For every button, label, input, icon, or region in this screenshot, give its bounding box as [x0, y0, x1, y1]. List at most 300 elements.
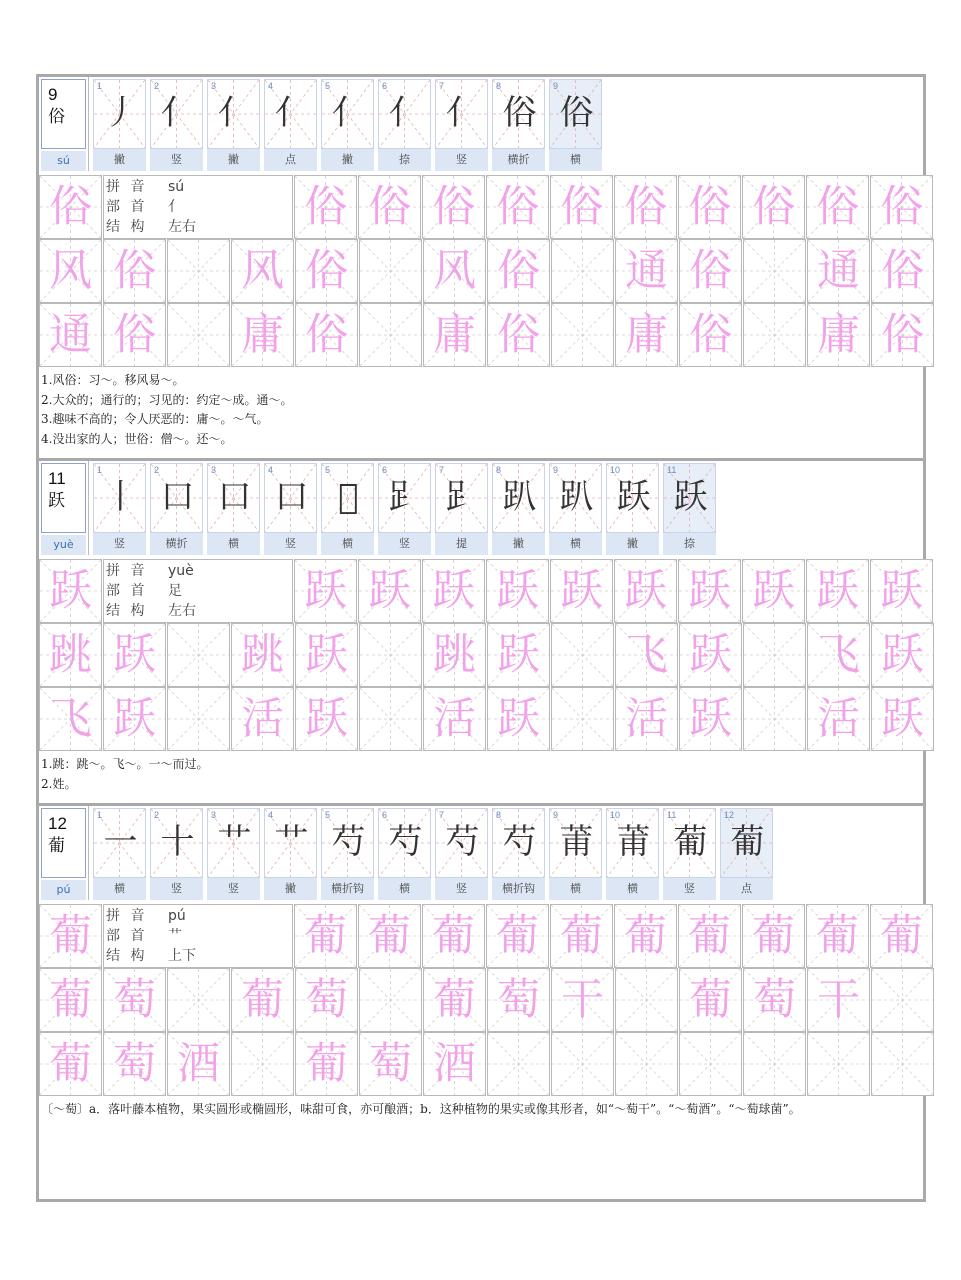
practice-cell — [295, 1032, 358, 1096]
stroke-order-strip — [39, 77, 602, 171]
practice-char: 活 — [433, 694, 476, 744]
practice-cell — [871, 239, 934, 303]
practice-char: 风 — [241, 246, 284, 296]
stroke-number: 4 — [268, 81, 274, 91]
practice-char — [232, 1033, 293, 1095]
practice-cell — [615, 623, 678, 687]
practice-char — [360, 624, 421, 686]
practice-char: 跃 — [432, 566, 475, 616]
stroke-name: 横折钩 — [492, 877, 545, 900]
info-value: pú — [168, 908, 186, 924]
stroke-count-and-char — [41, 79, 86, 149]
stroke-step-3 — [207, 461, 260, 555]
main-character: 葡 — [48, 836, 65, 856]
practice-cell — [614, 175, 677, 239]
practice-cell — [742, 904, 805, 968]
model-char-cell — [39, 559, 102, 623]
practice-cell — [167, 239, 230, 303]
practice-cell — [551, 239, 614, 303]
stroke-glyph: 莆 — [559, 822, 594, 862]
practice-char: 葡 — [816, 911, 859, 961]
info-value: 艹 — [168, 928, 182, 944]
practice-cell — [231, 303, 294, 367]
info-value: yuè — [168, 563, 194, 579]
practice-char: 俗 — [305, 310, 348, 360]
practice-char: 俗 — [752, 182, 795, 232]
info-key: 部 首 — [106, 199, 148, 215]
practice-char: 葡 — [49, 911, 92, 961]
practice-cell — [551, 968, 614, 1032]
practice-char: 通 — [817, 246, 860, 296]
stroke-step-3 — [207, 806, 260, 900]
practice-char: 萄 — [497, 975, 540, 1025]
practice-row-1 — [39, 175, 934, 239]
stroke-glyph: 口 — [274, 477, 309, 517]
stroke-name: 点 — [264, 148, 317, 171]
practice-char — [168, 304, 229, 366]
info-key: 拼 音 — [106, 563, 148, 579]
stroke-step-7 — [435, 806, 488, 900]
practice-cell — [743, 239, 806, 303]
info-pinyin — [106, 561, 292, 581]
practice-char: 跃 — [752, 566, 795, 616]
practice-char: 跃 — [688, 566, 731, 616]
practice-char: 跃 — [368, 566, 411, 616]
practice-char — [680, 1033, 741, 1095]
stroke-name: 横 — [207, 532, 260, 555]
stroke-glyph: 俗 — [502, 93, 537, 133]
practice-cell — [807, 239, 870, 303]
meaning-line: 4.没出家的人；世俗：僧～。还～。 — [41, 431, 233, 446]
practice-char: 俗 — [113, 246, 156, 296]
stroke-name: 横折钩 — [321, 877, 374, 900]
practice-char: 干 — [817, 975, 860, 1025]
stroke-glyph: 口 — [217, 477, 252, 517]
info-structure — [106, 946, 292, 966]
stroke-step-3 — [207, 77, 260, 171]
stroke-name: 横 — [549, 877, 602, 900]
practice-cell — [679, 968, 742, 1032]
stroke-number: 12 — [724, 810, 735, 820]
stroke-count: 12 — [48, 814, 67, 833]
practice-cell — [295, 687, 358, 751]
practice-char — [168, 969, 229, 1031]
practice-char: 俗 — [881, 246, 924, 296]
practice-char: 葡 — [305, 1039, 348, 1089]
stroke-number: 1 — [97, 81, 103, 91]
practice-cell — [231, 687, 294, 751]
practice-cell — [871, 623, 934, 687]
practice-char: 葡 — [304, 911, 347, 961]
practice-cell — [550, 904, 613, 968]
practice-char: 跃 — [624, 566, 667, 616]
practice-char: 葡 — [752, 911, 795, 961]
practice-cell — [614, 559, 677, 623]
info-value: sú — [168, 179, 185, 195]
practice-char: 俗 — [880, 182, 923, 232]
stroke-glyph: 俗 — [559, 93, 594, 133]
practice-cell — [486, 559, 549, 623]
practice-row-1 — [39, 559, 934, 623]
stroke-name: 撇 — [207, 148, 260, 171]
practice-cell — [615, 303, 678, 367]
practice-cell — [295, 303, 358, 367]
info-structure — [106, 601, 292, 621]
stroke-step-11 — [663, 806, 716, 900]
practice-cell — [423, 239, 486, 303]
practice-cell — [39, 239, 102, 303]
stroke-step-6 — [378, 77, 431, 171]
meanings-block — [41, 755, 919, 794]
stroke-glyph: 𧾷 — [388, 477, 423, 517]
info-radical — [106, 581, 292, 601]
practice-char — [552, 688, 613, 750]
practice-char: 跃 — [496, 566, 539, 616]
stroke-count: 11 — [48, 469, 66, 488]
practice-cell — [678, 175, 741, 239]
stroke-name: 提 — [435, 532, 488, 555]
stroke-name: 撇 — [264, 877, 317, 900]
stroke-number: 9 — [553, 81, 559, 91]
stroke-step-7 — [435, 461, 488, 555]
stroke-name: 捺 — [663, 532, 716, 555]
info-key: 结 构 — [106, 603, 148, 619]
stroke-step-4 — [264, 461, 317, 555]
practice-cell — [359, 687, 422, 751]
practice-cell — [359, 1032, 422, 1096]
practice-cell — [871, 1032, 934, 1096]
stroke-glyph: 芍 — [445, 822, 480, 862]
practice-char: 庸 — [241, 310, 284, 360]
stroke-name: 竖 — [435, 877, 488, 900]
info-key: 拼 音 — [106, 908, 148, 924]
stroke-number: 2 — [154, 465, 160, 475]
practice-char — [360, 240, 421, 302]
stroke-glyph: 趴 — [502, 477, 537, 517]
stroke-number: 2 — [154, 810, 160, 820]
practice-cell — [678, 559, 741, 623]
char-info-box — [103, 904, 293, 968]
stroke-name: 竖 — [150, 148, 203, 171]
stroke-glyph: 亻 — [388, 93, 423, 133]
practice-cell — [487, 1032, 550, 1096]
meaning-line: 〔～萄〕a．落叶藤本植物，果实圆形或椭圆形，味甜可食，亦可酿酒；b．这种植物的果实或像其形者，如“～萄干”。“～萄酒”。“～萄球菌”。 — [41, 1102, 801, 1116]
practice-char: 跃 — [49, 566, 92, 616]
stroke-glyph: 芍 — [331, 822, 366, 862]
practice-char: 跃 — [881, 630, 924, 680]
stroke-step-9 — [549, 806, 602, 900]
info-key: 部 首 — [106, 928, 148, 944]
meaning-line: 1.跳：跳～。飞～。一～而过。 — [41, 757, 209, 771]
practice-cell — [743, 968, 806, 1032]
practice-char — [168, 240, 229, 302]
stroke-number: 3 — [211, 81, 217, 91]
stroke-number: 7 — [439, 810, 445, 820]
practice-cell — [550, 559, 613, 623]
practice-cell — [807, 623, 870, 687]
practice-cell — [358, 559, 421, 623]
practice-cell — [871, 687, 934, 751]
practice-cell — [358, 904, 421, 968]
info-value: 足 — [168, 583, 182, 599]
stroke-number: 8 — [496, 810, 502, 820]
stroke-count-and-char — [41, 808, 86, 878]
practice-cell — [167, 687, 230, 751]
practice-char — [872, 969, 933, 1031]
practice-cell — [359, 968, 422, 1032]
practice-cell — [871, 968, 934, 1032]
practice-row-2 — [39, 968, 935, 1032]
practice-cell — [295, 968, 358, 1032]
stroke-number: 2 — [154, 81, 160, 91]
practice-cell — [103, 1032, 166, 1096]
practice-char: 跃 — [305, 694, 348, 744]
stroke-step-9 — [549, 77, 602, 171]
practice-cell — [103, 303, 166, 367]
practice-cell — [806, 559, 869, 623]
stroke-glyph: 芍 — [388, 822, 423, 862]
practice-cell — [806, 175, 869, 239]
stroke-glyph: 艹 — [217, 822, 252, 862]
info-pinyin — [106, 177, 292, 197]
stroke-number: 5 — [325, 810, 331, 820]
practice-cell — [487, 687, 550, 751]
practice-char: 俗 — [432, 182, 475, 232]
stroke-number: 10 — [610, 465, 621, 475]
meaning-line: 1.风俗：习～。移风易～。 — [41, 373, 185, 387]
practice-cell — [870, 559, 933, 623]
stroke-name: 竖 — [207, 877, 260, 900]
practice-cell — [679, 623, 742, 687]
practice-cell — [167, 303, 230, 367]
stroke-step-8 — [492, 806, 545, 900]
stroke-name: 横 — [93, 877, 146, 900]
stroke-glyph: 𠯁 — [338, 477, 359, 517]
practice-char: 跃 — [113, 694, 156, 744]
stroke-name: 竖 — [435, 148, 488, 171]
pinyin-label: yuè — [41, 535, 86, 555]
stroke-step-7 — [435, 77, 488, 171]
practice-cell — [742, 175, 805, 239]
practice-char — [744, 1033, 805, 1095]
practice-char: 俗 — [368, 182, 411, 232]
practice-cell — [39, 968, 102, 1032]
practice-cell — [870, 175, 933, 239]
stroke-step-1 — [93, 77, 146, 171]
stroke-glyph: 十 — [160, 822, 195, 862]
practice-cell — [487, 968, 550, 1032]
practice-char: 俗 — [560, 182, 603, 232]
stroke-step-6 — [378, 806, 431, 900]
practice-cell — [294, 559, 357, 623]
practice-char — [744, 688, 805, 750]
practice-row-3 — [39, 303, 935, 367]
practice-char: 跃 — [689, 630, 732, 680]
practice-sheet — [36, 74, 926, 1202]
practice-cell — [422, 904, 485, 968]
practice-char — [168, 688, 229, 750]
practice-cell — [550, 175, 613, 239]
practice-char: 葡 — [688, 911, 731, 961]
practice-char: 跃 — [113, 630, 156, 680]
char-info-box — [103, 175, 293, 239]
character-id-box — [39, 806, 89, 900]
practice-cell — [806, 904, 869, 968]
practice-cell — [807, 968, 870, 1032]
stroke-step-5 — [321, 461, 374, 555]
practice-char: 酒 — [433, 1039, 476, 1089]
practice-char: 葡 — [624, 911, 667, 961]
practice-cell — [742, 559, 805, 623]
stroke-name: 横 — [606, 877, 659, 900]
practice-char: 活 — [625, 694, 668, 744]
practice-char: 活 — [817, 694, 860, 744]
stroke-name: 捺 — [378, 148, 431, 171]
stroke-name: 横折 — [492, 148, 545, 171]
practice-cell — [422, 559, 485, 623]
stroke-name: 横折 — [150, 532, 203, 555]
practice-cell — [423, 303, 486, 367]
model-char-cell — [39, 904, 102, 968]
practice-cell — [807, 303, 870, 367]
practice-char: 葡 — [496, 911, 539, 961]
practice-char: 葡 — [49, 1039, 92, 1089]
stroke-glyph: 口 — [160, 477, 195, 517]
practice-cell — [679, 303, 742, 367]
practice-char — [360, 969, 421, 1031]
practice-cell — [231, 239, 294, 303]
practice-char — [552, 304, 613, 366]
practice-char: 俗 — [881, 310, 924, 360]
stroke-number: 1 — [97, 465, 103, 475]
practice-char — [552, 624, 613, 686]
practice-cell — [39, 1032, 102, 1096]
stroke-name: 撇 — [321, 148, 374, 171]
practice-char: 跃 — [689, 694, 732, 744]
practice-char: 跃 — [881, 694, 924, 744]
info-pinyin — [106, 906, 292, 926]
stroke-name: 横 — [549, 148, 602, 171]
practice-char: 萄 — [753, 975, 796, 1025]
pinyin-label: sú — [41, 151, 86, 171]
stroke-order-strip — [39, 806, 773, 900]
stroke-number: 8 — [496, 81, 502, 91]
practice-cell — [486, 904, 549, 968]
practice-cell — [551, 687, 614, 751]
practice-char: 跃 — [305, 630, 348, 680]
practice-cell — [678, 904, 741, 968]
practice-row-3 — [39, 1032, 935, 1096]
practice-char: 庸 — [433, 310, 476, 360]
practice-cell — [167, 968, 230, 1032]
practice-char: 跃 — [304, 566, 347, 616]
practice-char: 干 — [561, 975, 604, 1025]
practice-char: 葡 — [49, 975, 92, 1025]
stroke-number: 9 — [553, 810, 559, 820]
practice-char: 俗 — [49, 182, 92, 232]
stroke-name: 竖 — [663, 877, 716, 900]
stroke-step-1 — [93, 461, 146, 555]
info-key: 结 构 — [106, 948, 148, 964]
meanings-block — [41, 371, 919, 449]
practice-char: 葡 — [880, 911, 923, 961]
practice-char — [360, 304, 421, 366]
stroke-number: 10 — [610, 810, 621, 820]
practice-cell — [103, 968, 166, 1032]
practice-char: 跃 — [497, 630, 540, 680]
practice-char: 萄 — [369, 1039, 412, 1089]
practice-cell — [487, 303, 550, 367]
practice-cell — [743, 1032, 806, 1096]
stroke-number: 11 — [667, 810, 677, 820]
practice-char: 俗 — [688, 182, 731, 232]
stroke-number: 8 — [496, 465, 502, 475]
practice-row-2 — [39, 623, 935, 687]
model-char-cell — [39, 175, 102, 239]
stroke-glyph: 亻 — [274, 93, 309, 133]
stroke-step-11 — [663, 461, 716, 555]
practice-char: 活 — [241, 694, 284, 744]
stroke-glyph: 一 — [103, 822, 138, 862]
stroke-name: 点 — [720, 877, 773, 900]
practice-char: 葡 — [241, 975, 284, 1025]
practice-char: 跃 — [497, 694, 540, 744]
practice-cell — [359, 303, 422, 367]
info-key: 结 构 — [106, 219, 148, 235]
practice-cell — [295, 623, 358, 687]
practice-cell — [358, 175, 421, 239]
practice-cell — [422, 175, 485, 239]
practice-cell — [743, 687, 806, 751]
meaning-line: 3.趣味不高的；令人厌恶的：庸～。～气。 — [41, 412, 269, 426]
practice-char: 葡 — [689, 975, 732, 1025]
practice-char — [360, 688, 421, 750]
practice-char: 萄 — [305, 975, 348, 1025]
practice-char — [744, 624, 805, 686]
stroke-step-9 — [549, 461, 602, 555]
practice-cell — [103, 687, 166, 751]
stroke-step-5 — [321, 77, 374, 171]
practice-cell — [679, 239, 742, 303]
practice-char: 飞 — [625, 630, 668, 680]
info-value: 上下 — [168, 948, 196, 964]
stroke-glyph: 跃 — [673, 477, 708, 517]
main-character: 跃 — [48, 491, 65, 511]
practice-cell — [807, 1032, 870, 1096]
practice-cell — [359, 239, 422, 303]
stroke-name: 竖 — [264, 532, 317, 555]
info-radical — [106, 926, 292, 946]
practice-char: 萄 — [113, 1039, 156, 1089]
practice-char: 俗 — [689, 310, 732, 360]
practice-cell — [231, 968, 294, 1032]
practice-cell — [615, 968, 678, 1032]
stroke-name: 撇 — [93, 148, 146, 171]
practice-char: 葡 — [433, 975, 476, 1025]
stroke-name: 撇 — [606, 532, 659, 555]
practice-cell — [679, 1032, 742, 1096]
stroke-glyph: 亻 — [445, 93, 480, 133]
stroke-glyph: 跃 — [616, 477, 651, 517]
practice-cell — [615, 687, 678, 751]
practice-cell — [231, 623, 294, 687]
stroke-step-8 — [492, 77, 545, 171]
info-value: 左右 — [168, 603, 196, 619]
practice-row-3 — [39, 687, 935, 751]
meanings-block — [41, 1100, 919, 1120]
stroke-name: 竖 — [150, 877, 203, 900]
practice-cell — [871, 303, 934, 367]
